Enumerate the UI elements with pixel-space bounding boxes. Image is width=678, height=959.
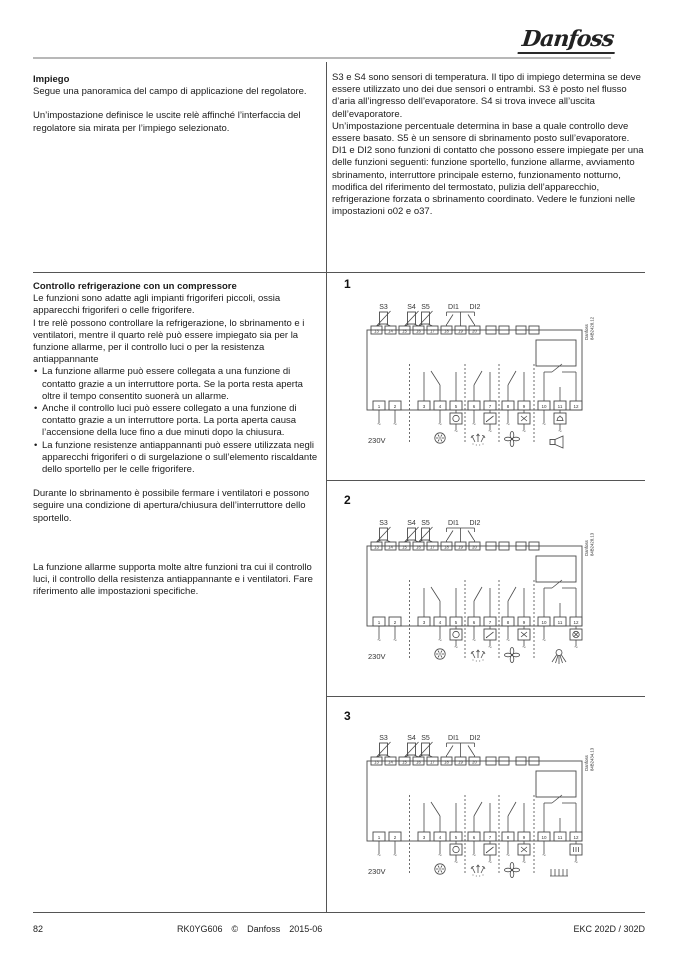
header-rule [33,57,611,59]
footer-date: 2015-06 [289,924,323,934]
svg-text:~: ~ [488,859,492,866]
svg-text:~: ~ [393,421,397,428]
di1-contact [447,746,453,756]
footer-rule [33,912,645,913]
svg-text:13: 13 [374,759,379,765]
display-window [536,556,576,582]
footer-product: EKC 202D / 302D [573,924,645,934]
svg-text:~: ~ [522,859,526,866]
footer-rule-tick [326,904,327,912]
svg-text:7: 7 [488,834,492,840]
diagram-code-text: 84B2428.12 [589,316,595,340]
svg-text:11: 11 [557,619,563,625]
display-window [536,771,576,797]
sensor-label: S5 [421,735,430,742]
svg-text:15: 15 [402,328,407,334]
di1-label: DI1 [448,735,459,742]
wiring-diagram-3 [334,723,644,888]
section-bullet-list [33,366,320,476]
svg-text:12: 12 [573,403,579,409]
svg-text:~: ~ [377,421,381,428]
svg-text:~: ~ [438,637,442,644]
svg-text:~: ~ [472,637,476,644]
svg-text:6: 6 [472,619,476,625]
svg-text:~: ~ [522,428,526,435]
relay2-contact [474,371,482,385]
svg-text:19: 19 [458,328,463,334]
svg-text:13: 13 [374,544,379,550]
diagram-1-number: 1 [344,277,351,291]
diagram-brand-text: Danfoss [584,755,589,771]
relay4-contact [552,364,562,372]
svg-text:~: ~ [377,637,381,644]
svg-text:14: 14 [388,328,393,334]
svg-text:15: 15 [402,544,407,550]
diagram-brand-text: Danfoss [584,324,589,340]
light-icon [556,650,562,656]
relay2-contact [474,587,482,601]
intro-right-column [332,72,647,218]
svg-text:~: ~ [472,852,476,859]
svg-text:8: 8 [506,619,510,625]
sensors-para2: Un’impostazione percentuale determina in base a quale controllo deve essere basato. S5 è un sensore di sbrinamento posto sull’evaporatore. [332,120,630,145]
diagram-divider-1 [326,480,645,481]
svg-text:2: 2 [393,834,397,840]
svg-text:4: 4 [438,834,442,840]
di2-label: DI2 [469,304,481,311]
controller-body [367,546,582,626]
impiego-para2: Un’impostazione definisce le uscite relè affinché l’interfaccia del regolatore sia mirata per l’impiego selezionato. [33,110,301,134]
section-para1: Le funzioni sono adatte agli impianti frigoriferi piccoli, ossia apparecchi frigoriferi o celle frigorifere. [33,293,281,317]
svg-text:1: 1 [377,619,381,625]
display-window [536,340,576,366]
relay4-contact [552,795,562,803]
svg-text:1: 1 [377,403,381,409]
svg-text:2: 2 [393,619,397,625]
svg-text:20: 20 [472,759,477,765]
relay4-contact [552,580,562,588]
bullet-light: • Anche il controllo luci può essere collegato a una funzione di contatto grazie a un interruttore porta. La porta aperta causa l’accensione della luce fino a due minuti dopo la chiusura. [33,403,320,440]
diagram-code-text: 84B2428.13 [589,532,595,556]
svg-text:12: 12 [573,834,579,840]
diagram-divider-2 [326,696,645,697]
svg-text:12: 12 [573,619,579,625]
relay1-contact [431,587,440,601]
svg-text:20: 20 [472,544,477,550]
di1-contact [447,315,453,325]
copyright-symbol: © [231,924,239,934]
svg-text:~: ~ [393,852,397,859]
svg-text:17: 17 [430,759,435,765]
footer-center [177,924,322,934]
wiring-diagram-1 [334,292,644,457]
svg-text:10: 10 [541,403,547,409]
svg-text:9: 9 [522,619,526,625]
svg-text:5: 5 [454,834,458,840]
intro-left-column [33,74,311,135]
danfoss-logo: Danfoss [517,26,617,54]
svg-text:~: ~ [488,428,492,435]
di2-label: DI2 [469,520,481,527]
svg-text:~: ~ [506,852,510,859]
svg-text:4: 4 [438,403,442,409]
diagram-3-number: 3 [344,709,351,723]
svg-text:1: 1 [377,834,381,840]
svg-text:18: 18 [444,759,449,765]
svg-text:16: 16 [416,328,421,334]
svg-text:~: ~ [393,637,397,644]
section-rule [33,272,645,273]
svg-text:~: ~ [454,428,458,435]
svg-text:2: 2 [393,403,397,409]
svg-text:~: ~ [542,421,546,428]
section-para4: La funzione allarme supporta molte altre funzioni tra cui il controllo luci, il controllo della resistenza antiappannante e i ventilatori. Fare riferimento alle impostazioni specifiche. [33,561,313,598]
svg-text:~: ~ [558,428,562,435]
svg-text:4: 4 [438,619,442,625]
sensor-label: S4 [407,735,416,742]
sensor-label: S4 [407,520,416,527]
svg-text:14: 14 [388,759,393,765]
svg-text:8: 8 [506,403,510,409]
svg-text:3: 3 [422,834,426,840]
diagram-2-number: 2 [344,493,351,507]
svg-text:~: ~ [506,421,510,428]
sensor-label: S3 [379,520,388,527]
svg-text:11: 11 [557,403,563,409]
svg-text:~: ~ [488,644,492,651]
section-left-column [33,281,320,598]
wiring-diagram-2 [334,508,644,673]
coil-box [450,413,462,424]
svg-text:3: 3 [422,403,426,409]
svg-text:3: 3 [422,619,426,625]
bell-box [554,413,566,424]
controller-body [367,761,582,841]
svg-text:10: 10 [541,834,547,840]
column-divider [326,62,327,912]
supply-voltage-label: 230V [368,436,386,445]
diagram-code-text: 84B2434.13 [589,747,595,771]
svg-text:10: 10 [541,619,547,625]
svg-text:18: 18 [444,544,449,550]
svg-text:13: 13 [374,328,379,334]
svg-text:~: ~ [506,637,510,644]
svg-text:8: 8 [506,834,510,840]
sensor-label: S5 [421,520,430,527]
svg-text:6: 6 [472,834,476,840]
footer-brand: Danfoss [247,924,281,934]
footer-doc-code: RK0YG606 [177,924,223,934]
svg-text:9: 9 [522,403,526,409]
relay1-contact [431,371,440,385]
relay1-contact [431,802,440,816]
svg-text:~: ~ [522,644,526,651]
svg-text:5: 5 [454,403,458,409]
sensor-label: S4 [407,304,416,311]
impiego-heading: Impiego [33,74,70,85]
section-heading: Controllo refrigerazione con un compressore [33,281,237,292]
svg-text:6: 6 [472,403,476,409]
section-para3: Durante lo sbrinamento è possibile fermare i ventilatori e possono seguire una condizione di apertura/chiusura dell’interruttore dello sportello. [33,488,310,524]
di2-contact [468,531,474,541]
svg-text:7: 7 [488,619,492,625]
svg-text:~: ~ [438,852,442,859]
section-para2: I tre relè possono controllare la refrigerazione, lo sbrinamento e i ventilatori, mentre il quarto relè può essere impiegato sia per la funzione allarme, per il controllo luci o per la resistenza antiappannante [33,317,305,366]
svg-text:~: ~ [438,421,442,428]
svg-text:~: ~ [542,637,546,644]
sensor-label: S3 [379,304,388,311]
di-functions-para: DI1 e DI2 sono funzioni di contatto che possono essere impiegate per una delle funzioni seguenti: funzione sportello, funzione allarme, avviamento sbrinamento, interruttore principale esterno, funzionamento notturno, modifica del riferimento del termostato, pulizia dell’apparecchio, refrigerazione forzata o sbrinamento coordinato. Vedere le funzioni nelle impostazioni o02 e o37. [332,145,644,218]
di2-contact [468,315,474,325]
relay3-contact [508,371,516,385]
supply-voltage-label: 230V [368,652,386,661]
bullet-antisweat: • La funzione resistenze antiappannanti può essere utilizzata negli apparecchi frigoriferi o di surgelazione o sull’elemento riscaldante dello sportello per le celle frigorifere. [33,440,320,477]
svg-text:17: 17 [430,544,435,550]
svg-text:9: 9 [522,834,526,840]
alarm-horn-icon [550,440,555,445]
di1-label: DI1 [448,520,459,527]
svg-text:~: ~ [542,852,546,859]
svg-text:~: ~ [377,852,381,859]
diagram-brand-text: Danfoss [584,540,589,556]
relay2-contact [474,802,482,816]
coil-box [450,629,462,640]
sensors-para1: S3 e S4 sono sensori di temperatura. Il tipo di impiego determina se deve essere utilizzato uno dei due sensori o entrambi. S3 è posto nel flusso d’aria all’ingresso dell’evaporatore. S4 si trova invece all’uscita dell’evaporatore. [332,72,641,120]
svg-text:15: 15 [402,759,407,765]
svg-text:16: 16 [416,544,421,550]
svg-text:18: 18 [444,328,449,334]
svg-text:19: 19 [458,544,463,550]
di1-contact [447,531,453,541]
bullet-alarm: • La funzione allarme può essere collegata a una funzione di contatto grazie a un interruttore porta. Se la porta resta aperta oltre il tempo consentito suonerà un allarme. [33,366,320,403]
svg-text:5: 5 [454,619,458,625]
sensor-label: S5 [421,304,430,311]
supply-voltage-label: 230V [368,867,386,876]
relay3-contact [508,802,516,816]
svg-text:~: ~ [454,859,458,866]
relay3-contact [508,587,516,601]
svg-text:17: 17 [430,328,435,334]
impiego-para1: Segue una panoramica del campo di applicazione del regolatore. [33,86,307,98]
sensor-label: S3 [379,735,388,742]
svg-text:20: 20 [472,328,477,334]
di2-label: DI2 [469,735,481,742]
svg-text:~: ~ [454,644,458,651]
svg-text:~: ~ [472,421,476,428]
svg-text:~: ~ [574,644,578,651]
di1-label: DI1 [448,304,459,311]
svg-text:19: 19 [458,759,463,765]
svg-text:16: 16 [416,759,421,765]
page-number: 82 [33,924,44,934]
controller-body [367,330,582,410]
svg-text:14: 14 [388,544,393,550]
di2-contact [468,746,474,756]
svg-text:11: 11 [557,834,563,840]
coil-box [450,844,462,855]
svg-text:7: 7 [488,403,492,409]
svg-text:~: ~ [574,859,578,866]
